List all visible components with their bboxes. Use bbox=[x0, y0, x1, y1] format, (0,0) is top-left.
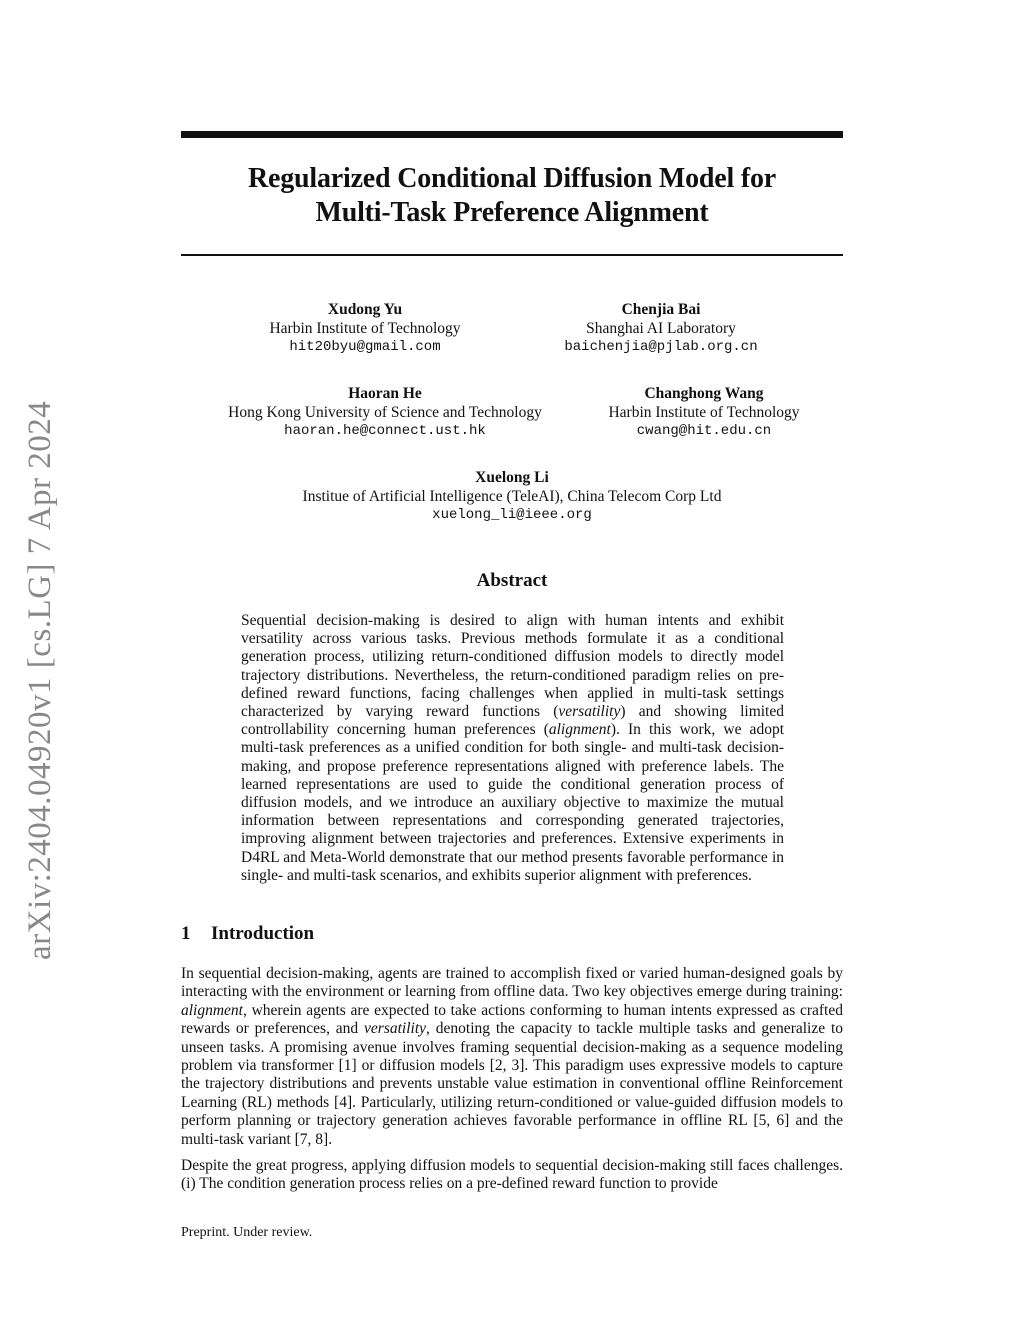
author-email: xuelong_li@ieee.org bbox=[432, 507, 592, 523]
title-line-2: Multi-Task Preference Alignment bbox=[315, 197, 709, 228]
author-name: Xudong Yu bbox=[327, 301, 403, 318]
author-affiliation: Institue of Artificial Intelligence (TeleAI), China Telecom Corp Ltd bbox=[302, 488, 722, 505]
paper-title bbox=[181, 162, 843, 230]
title-rule-top bbox=[181, 131, 843, 138]
intro-text: In sequential decision-making, agents are trained to accomplish fixed or varied human-designed goals by interacting with the environment or learning from offline data. Two key objectives emerge during training: bbox=[181, 965, 843, 1001]
title-rule-bottom bbox=[181, 254, 843, 256]
author-email: baichenjia@pjlab.org.cn bbox=[564, 339, 758, 355]
abstract-text: Sequential decision-making is desired to align with human intents and exhibit versatility across various tasks. Previous methods formulate it as a conditional generation process, utilizing return-conditioned diffusion models to directly model trajectory distributions. Nevertheless, the return-conditioned paradigm relies on pre-defined reward functions, facing challenges when applied in multi-task settings characterized by varying reward functions ( bbox=[241, 612, 784, 721]
abstract-text: ) and showing limited controllability concerning human preferences ( bbox=[241, 703, 784, 739]
section-title: Introduction bbox=[211, 923, 315, 944]
author-block bbox=[578, 384, 830, 441]
author-name: Xuelong Li bbox=[475, 469, 549, 486]
author-email: haoran.he@connect.ust.hk bbox=[284, 423, 486, 439]
author-email: cwang@hit.edu.cn bbox=[636, 423, 772, 439]
intro-text: , wherein agents are expected to take actions conforming to human intents expressed as crafted rewards or preferences, and bbox=[181, 1001, 843, 1038]
abstract-body bbox=[241, 612, 784, 885]
intro-emphasis: alignment bbox=[181, 1001, 243, 1019]
intro-emphasis: versatility bbox=[364, 1020, 427, 1038]
author-name: Changhong Wang bbox=[644, 385, 764, 402]
title-line-1: Regularized Conditional Diffusion Model for bbox=[247, 163, 777, 194]
author-email: hit20byu@gmail.com bbox=[289, 339, 441, 355]
author-affiliation: Shanghai AI Laboratory bbox=[586, 320, 736, 337]
abstract-emphasis: alignment bbox=[548, 721, 611, 739]
footer-note: Preprint. Under review. bbox=[181, 1225, 313, 1240]
abstract-text: ). In this work, we adopt multi-task preferences as a unified condition for both single- and multi-task decision-making, and propose preference representations aligned with preference labels. The learned representations are used to guide the conditional generation process of diffusion models, and we introduce an auxiliary objective to maximize the mutual information between representations and corresponding generated trajectories, improving alignment between trajectories and preferences. Extensive experiments in D4RL and Meta-World demonstrate that our method presents favorable performance in single- and multi-task scenarios, and exhibits superior alignment with preferences. bbox=[241, 721, 784, 884]
abstract-heading: Abstract bbox=[476, 570, 548, 591]
author-affiliation: Harbin Institute of Technology bbox=[269, 320, 461, 337]
author-block bbox=[215, 300, 515, 357]
author-name: Chenjia Bai bbox=[621, 301, 701, 318]
author-block bbox=[181, 468, 843, 525]
author-affiliation: Harbin Institute of Technology bbox=[608, 404, 800, 421]
author-name: Haoran He bbox=[348, 385, 422, 402]
intro-paragraph: Despite the great progress, applying diffusion models to sequential decision-making still faces challenges. (i) The condition generation process relies on a pre-defined reward function to provide bbox=[181, 1157, 843, 1193]
section-heading bbox=[181, 923, 314, 945]
intro-paragraph bbox=[181, 965, 843, 1149]
intro-text: , denoting the capacity to tackle multiple tasks and generalize to unseen tasks. A promising avenue involves framing sequential decision-making as a sequence modeling problem via transformer [1] or diffusion models [2, 3]. This paradigm uses expressive models to capture the trajectory distributions and prevents unstable value estimation in conventional offline Reinforcement Learning (RL) methods [4]. Particularly, utilizing return-conditioned or value-guided diffusion models to perform planning or trajectory generation achieves favorable performance in offline RL [5, 6] and the multi-task variant [7, 8]. bbox=[181, 1020, 844, 1148]
author-block bbox=[205, 384, 565, 441]
arxiv-identifier: arXiv:2404.04920v1 [cs.LG] 7 Apr 2024 bbox=[22, 400, 58, 960]
abstract-emphasis: versatility bbox=[558, 703, 621, 721]
author-affiliation: Hong Kong University of Science and Technology bbox=[228, 404, 542, 421]
section-number: 1 bbox=[181, 923, 191, 944]
author-block bbox=[535, 300, 787, 357]
